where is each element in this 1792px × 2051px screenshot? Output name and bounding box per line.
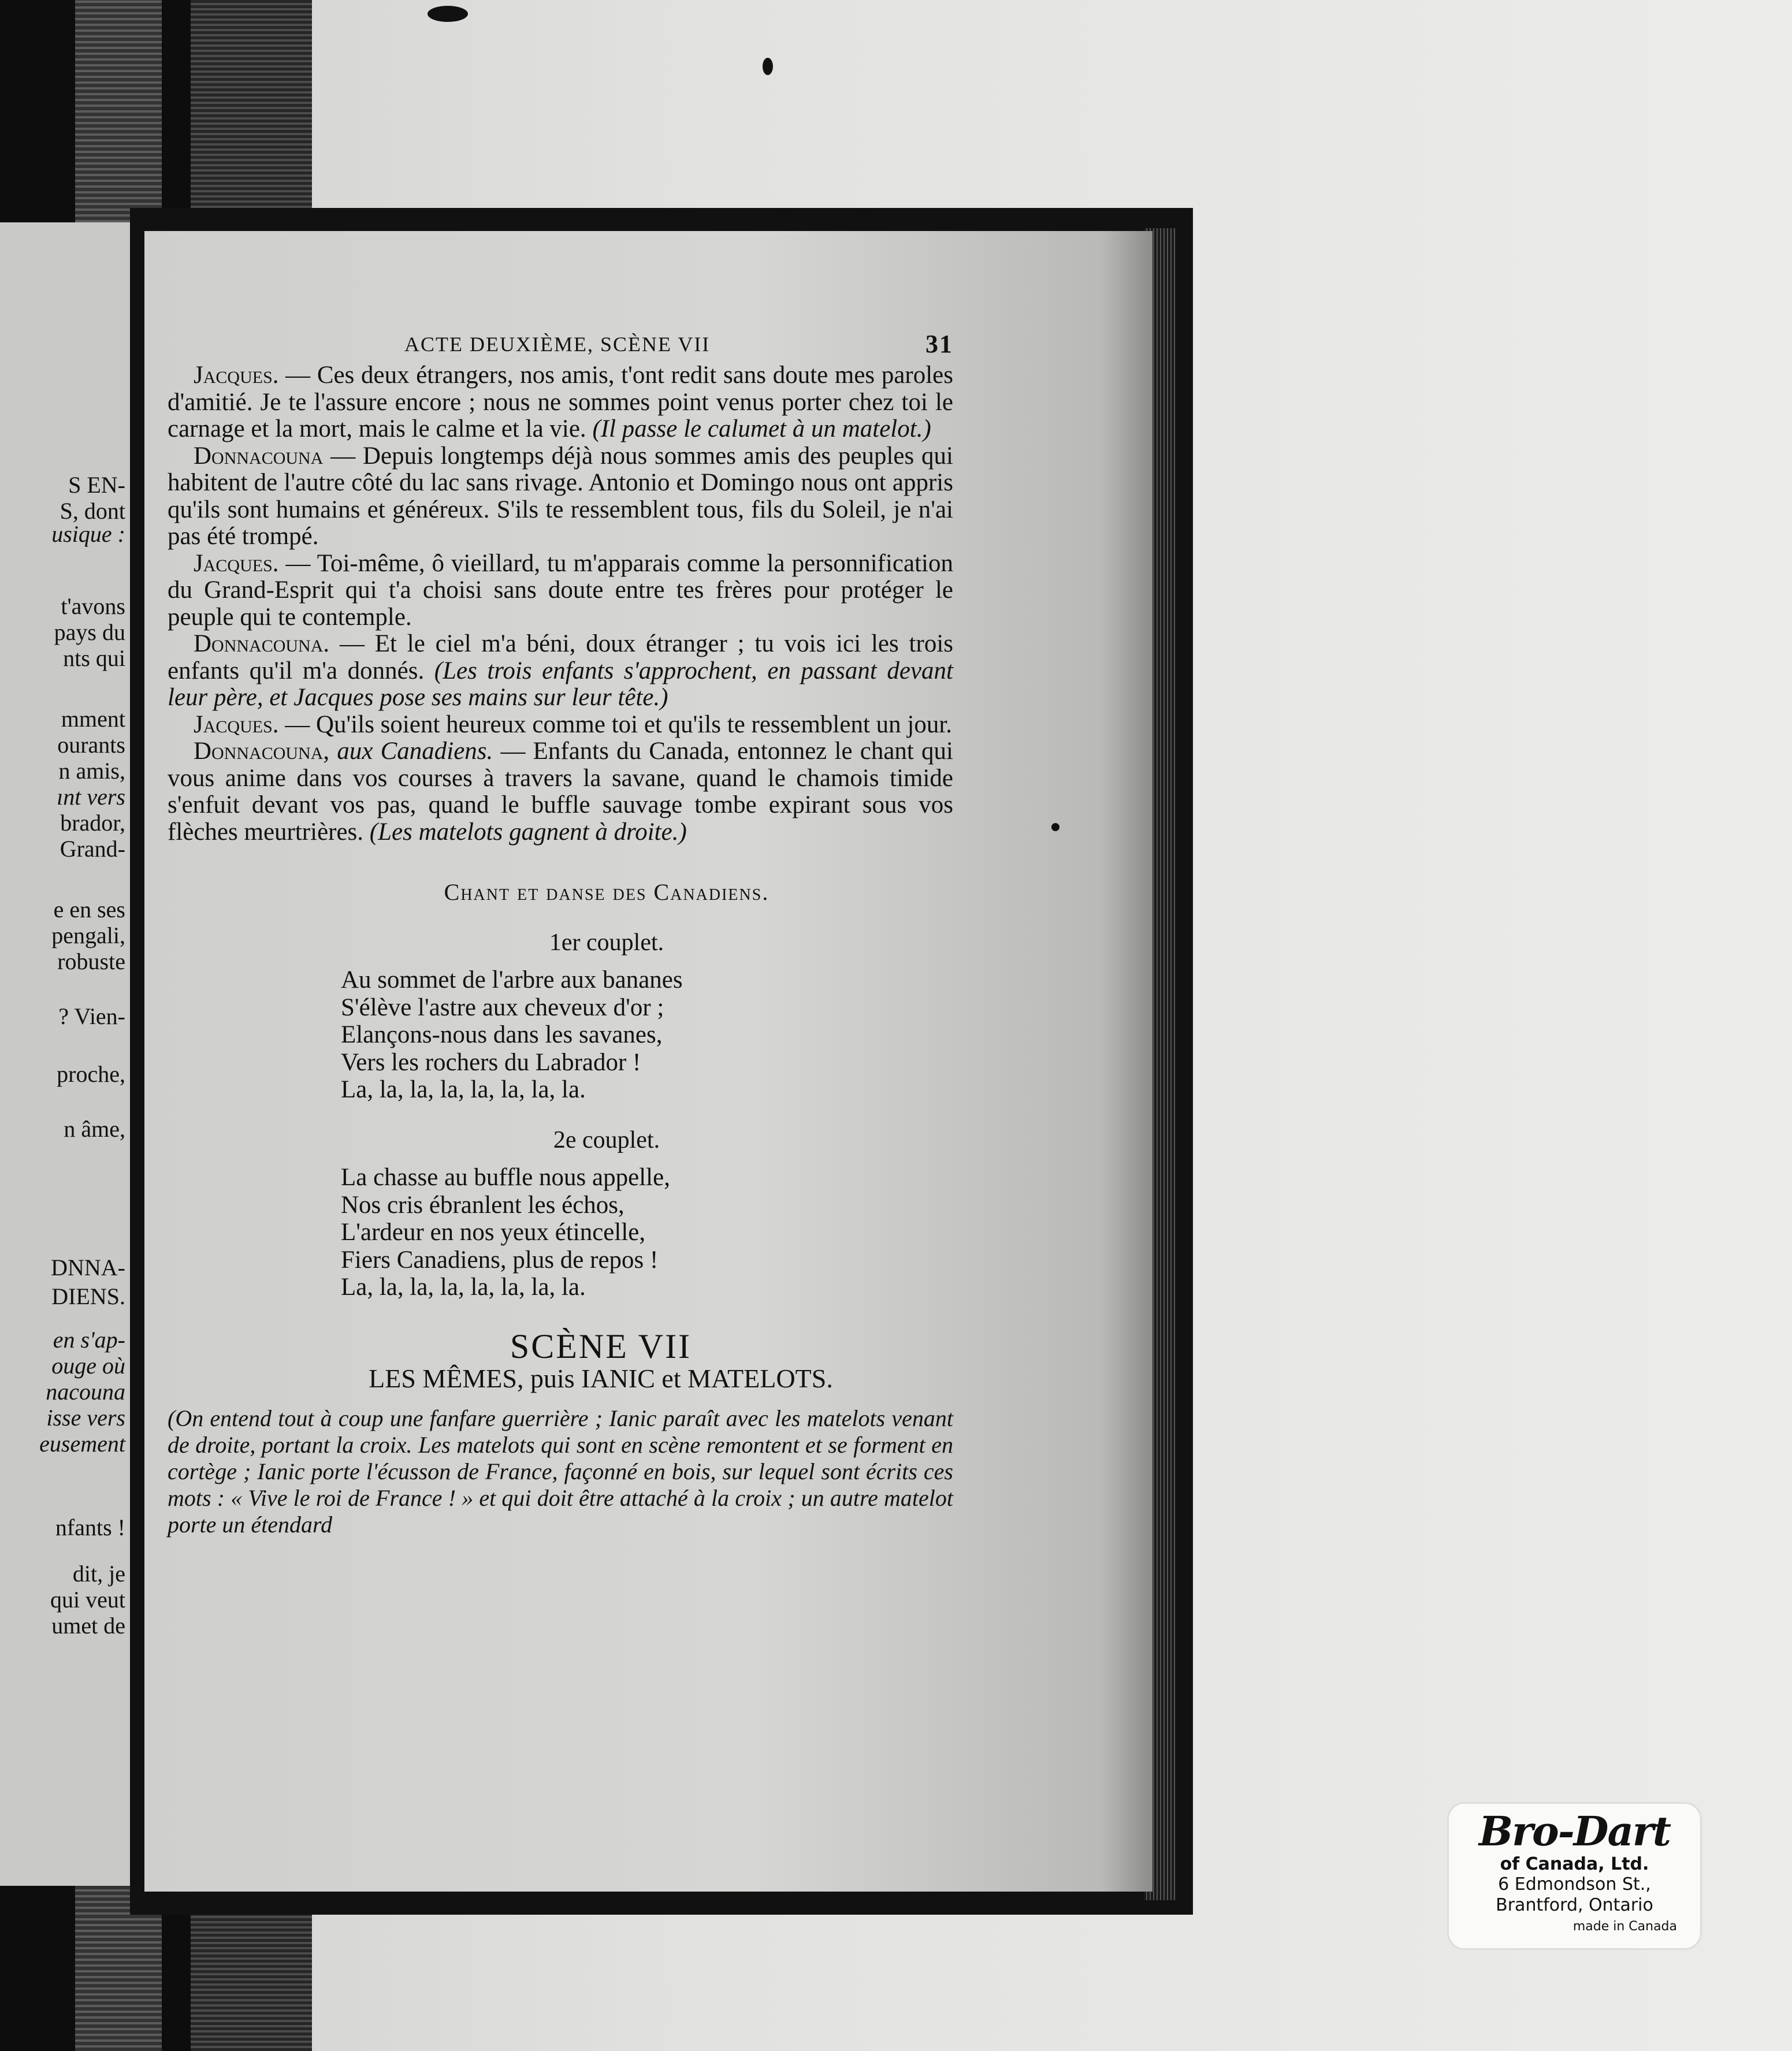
couplet-1-label: 1er couplet. [549,929,664,956]
left-page-line: eusement [39,1431,125,1457]
left-page-line: ourants [57,732,125,758]
sticker-address-2: Brantford, Ontario [1496,1895,1653,1915]
left-page-line: pengali, [51,922,125,948]
running-header [168,326,953,362]
verse-line: Au sommet de l'arbre aux bananes [341,966,683,993]
verse-line: Fiers Canadiens, plus de repos ! [341,1246,659,1274]
verse-line: L'ardeur en nos yeux étincelle, [341,1219,646,1246]
left-page-line: usique : [51,521,125,547]
speaker: Jacques. [194,549,279,577]
left-page-line: proche, [57,1061,125,1087]
verse-line: La, la, la, la, la, la, la, la. [341,1274,586,1301]
verse-line: Elançons-nous dans les savanes, [341,1021,663,1048]
left-page-line: S EN- [68,472,125,498]
scene-persons: LES MÊMES, puis IANIC et MATELOTS. [369,1364,833,1393]
speech-text: — Qu'ils soient heureux comme toi et qu'ils te ressemblent un jour. [278,710,953,738]
speech-jacques-2 [168,550,953,631]
couplet-1-verses [341,966,953,1104]
left-page-line: nacouna [46,1379,125,1405]
verse-line: S'élève l'astre aux cheveux d'or ; [341,993,664,1021]
stage-direction: (On entend tout à coup une fanfare guerrière ; Ianic paraît avec les matelots venant de droite, portant la croix. Les matelots qui sont en scène remontent et se forment en cortège ; Ianic porte l'écusson de France, façonné en bois, sur lequel sont écrits ces mots : « Vive le roi de France ! » et qui doit être attaché à la croix ; un autre matelot porte un étendard [168,1405,953,1538]
left-page-line: S, dont [60,498,125,524]
left-page-line: DIENS. [51,1283,125,1309]
scene-heading: SCÈNE VII [510,1327,692,1365]
ink-spot [763,58,773,75]
sticker-brand: Bro-Dart [1478,1807,1671,1855]
left-page-line: n amis, [58,758,125,784]
left-page-line: e en ses [53,896,125,922]
ink-spot [427,6,468,22]
speech-donnacouna-3 [168,738,953,846]
sticker-made-in: made in Canada [1572,1919,1677,1934]
address-note: aux Canadiens. [329,738,493,765]
left-page-line: nfants ! [55,1514,125,1540]
left-page-fragment [0,222,130,1886]
verse-line: Nos cris ébranlent les échos, [341,1191,624,1219]
speaker: Donnacouna, [194,738,330,765]
left-page-line: robuste [57,948,125,974]
stage-note: (Les matelots gagnent à droite.) [369,818,687,846]
page-number: 31 [925,330,953,358]
left-page-line: mment [61,706,125,732]
sticker-company: of Canada, Ltd. [1500,1854,1649,1874]
ink-spot [1051,823,1059,831]
sticker-address-1: 6 Edmondson St., [1498,1874,1651,1894]
speaker: Jacques. [194,710,279,738]
verse-line: Vers les rochers du Labrador ! [341,1048,641,1076]
song-title: Chant et danse des Canadiens. [444,879,769,905]
speech-jacques-1 [168,362,953,443]
speech-text: — Ces deux étrangers, nos amis, t'ont redit sans doute mes paroles d'amitié. Je te l'assure encore ; nous ne sommes point venus porter chez toi le carnage et la mort, mais le calme et la vie. [168,362,953,442]
couplet-2-verses [341,1164,953,1301]
speaker: Jacques. [194,362,279,389]
left-page-line: ? Vien- [58,1003,125,1029]
speech-donnacouna-2 [168,631,953,712]
left-page-line: Grand- [60,836,125,862]
left-page-line: umet de [51,1613,125,1639]
stage-note: (Les trois enfants s'approchent, en passant devant leur père, et Jacques pose ses mains sur leur tête.) [168,657,953,711]
left-page-line: isse vers [46,1405,125,1431]
left-page-line: ouge où [51,1353,125,1379]
left-page-line: dit, je [72,1561,125,1587]
running-title: ACTE DEUXIÈME, SCÈNE VII [404,333,711,356]
bro-dart-label [1447,1802,1702,1950]
verse-line: La chasse au buffle nous appelle, [341,1164,670,1191]
speech-text: — Depuis longtemps déjà nous sommes amis des peuples qui habitent de l'autre côté du lac sans rivage. Antonio et Domingo nous ont appris qu'ils sont humains et généreux. S'ils te ressemblent tous, fils du Soleil, je n'ai pas été trompé. [168,442,953,550]
speech-donnacouna-1 [168,443,953,550]
speech-text: — Enfants du Canada, entonnez le chant qui vous anime dans vos courses à travers la savane, quand le chamois timide s'enfuit devant vos pas, quand le buffle sauvage tombe expirant sous vos flèches meurtrières. [168,738,953,846]
left-page-line: pays du [54,619,125,645]
speech-jacques-3 [168,712,953,739]
speech-text: — Et le ciel m'a béni, doux étranger ; tu vois ici les trois enfants qu'il m'a donnés. [168,630,953,684]
left-page-line: qui veut [50,1587,125,1613]
left-page-line: en s'ap- [53,1327,125,1353]
left-page-line: n âme, [64,1116,125,1142]
speaker: Donnacouna. [194,630,330,657]
left-page-line: t'avons [61,593,125,619]
left-page-line: brador, [60,810,125,836]
speech-text: — Toi-même, ô vieillard, tu m'apparais comme la personnification du Grand-Esprit qui t'a choisi sans doute entre tes frères pour protéger le peuple qui te contemple. [168,549,953,631]
left-page-line: DNNA- [51,1255,125,1281]
stage-note: (Il passe le calumet à un matelot.) [592,415,931,442]
verse-line: La, la, la, la, la, la, la, la. [341,1076,586,1103]
page-text [168,326,953,1538]
couplet-2-label: 2e couplet. [553,1126,660,1153]
speaker: Donnacouna [194,442,324,470]
left-page-line: ınt vers [57,784,125,810]
left-page-line: nts qui [63,645,125,671]
